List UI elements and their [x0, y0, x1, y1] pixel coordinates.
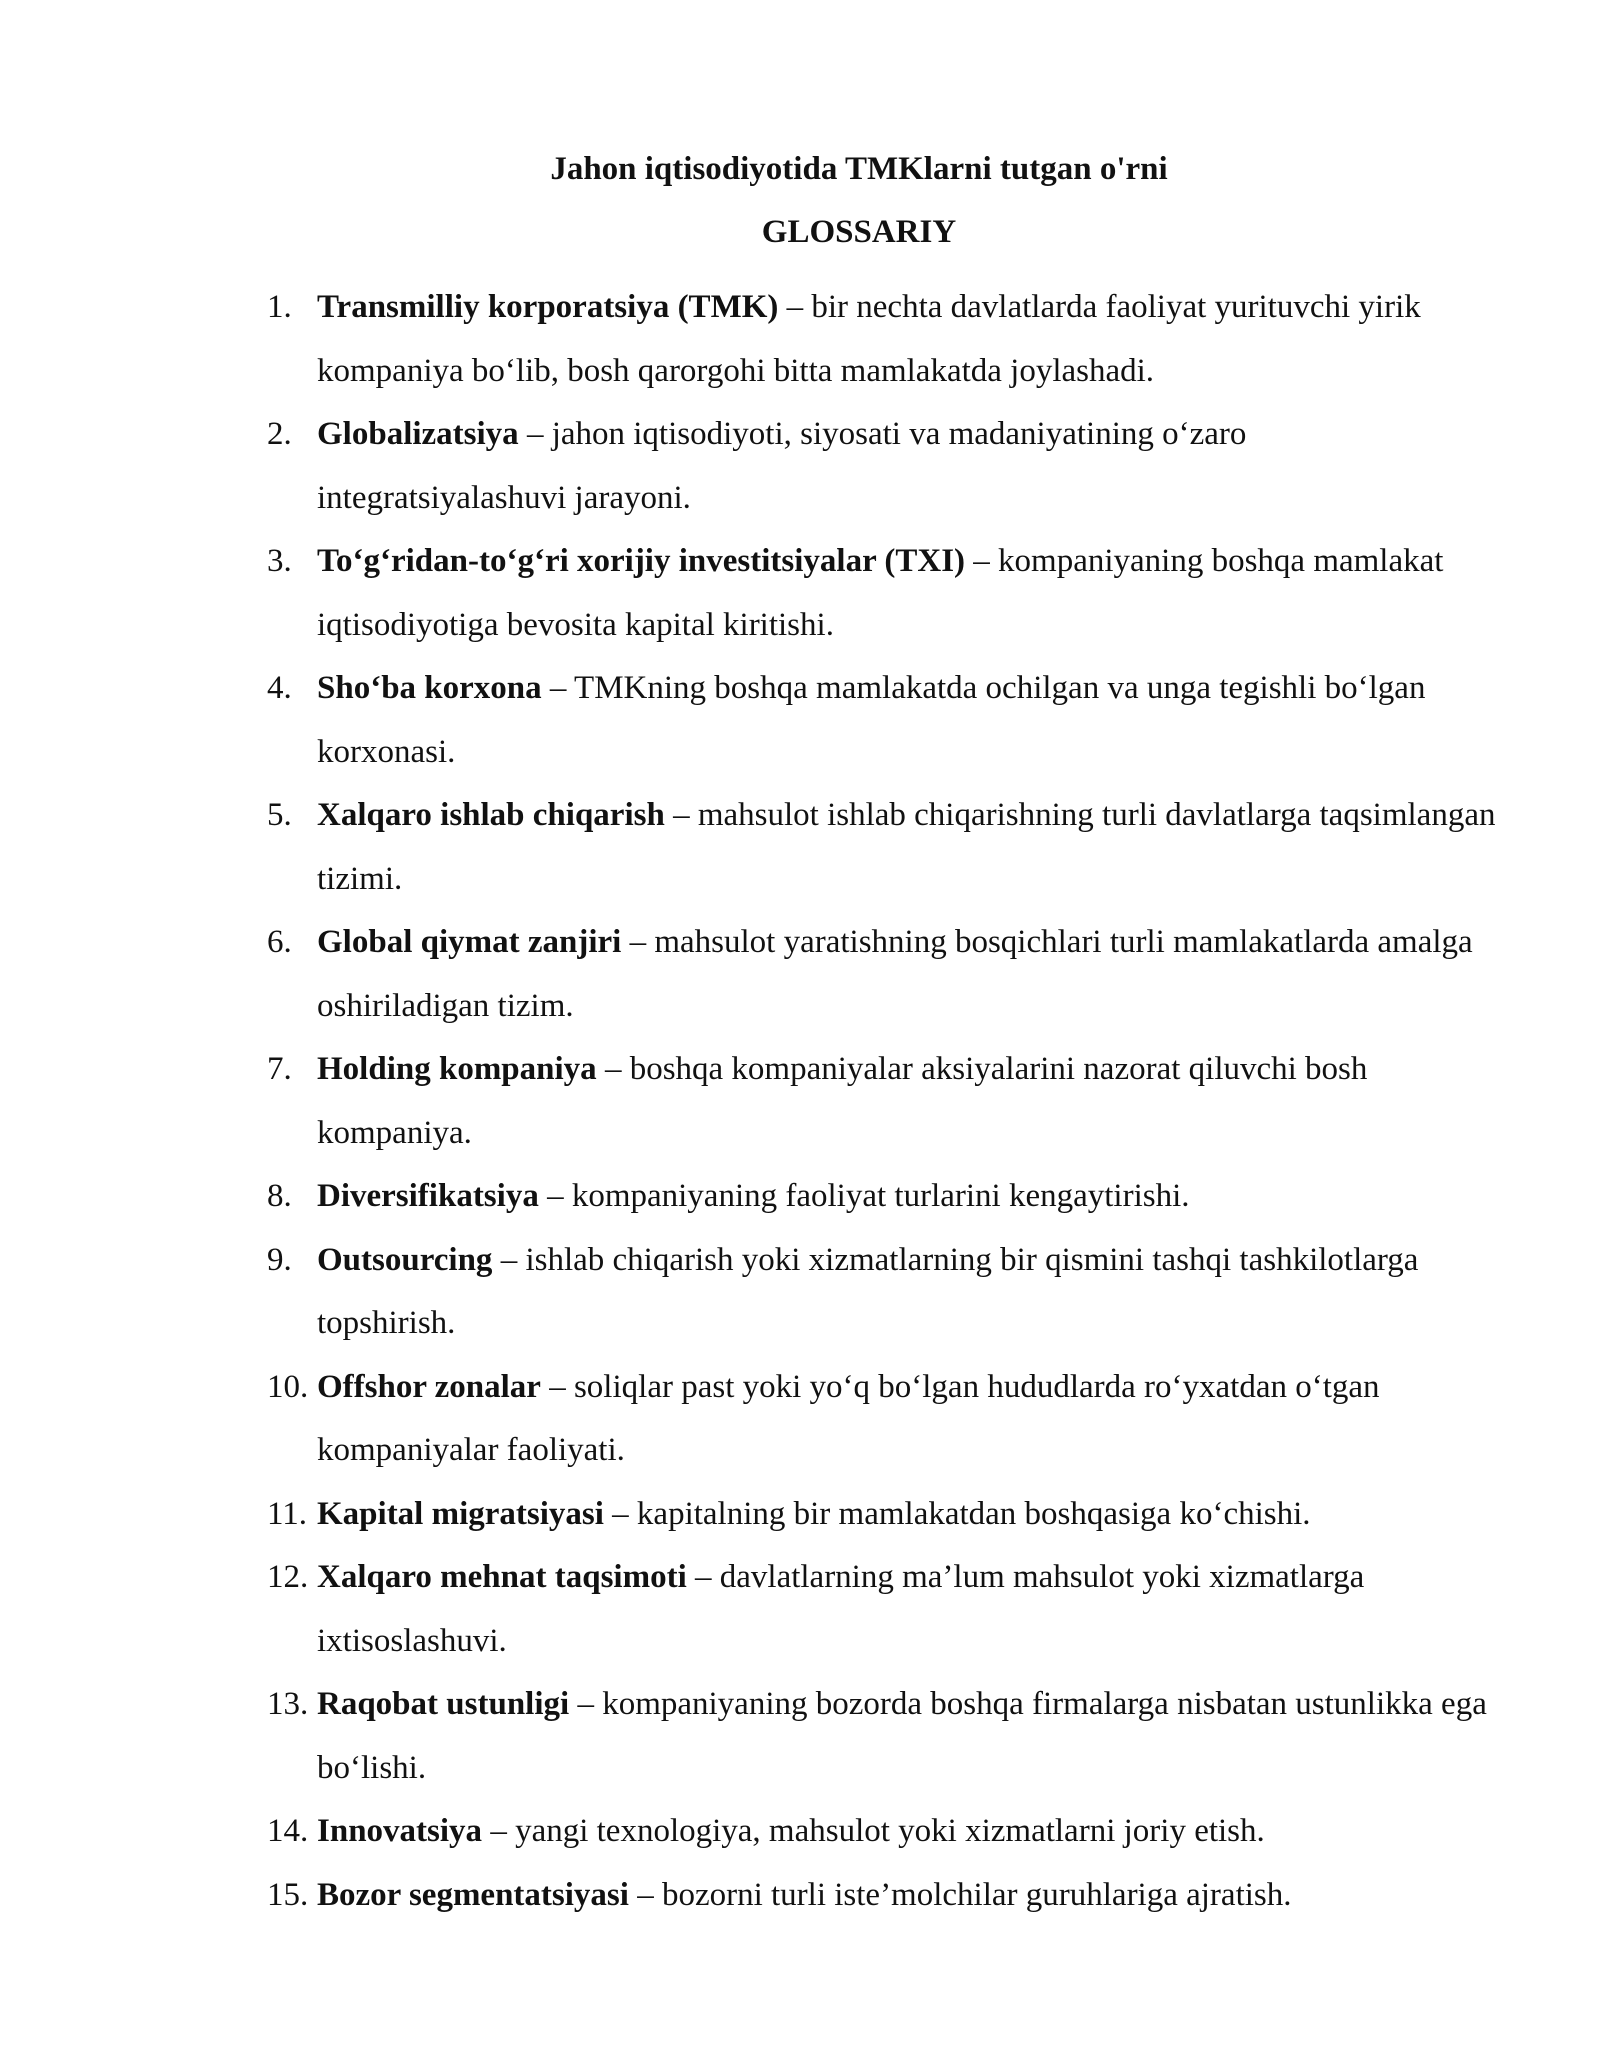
glossary-term: Xalqaro ishlab chiqarish — [317, 797, 665, 833]
glossary-term: Outsourcing — [317, 1241, 493, 1278]
item-number: 9. — [267, 1241, 292, 1278]
glossary-definition: – bir nechta davlatlarda faoliyat yurituvchi yirik kompaniya bo‘lib, bosh qarorgohi bitta mamlakatda joylashadi. — [317, 289, 1421, 389]
glossary-term: Global qiymat zanjiri — [317, 924, 622, 960]
glossary-term: Bozor segmentatsiyasi — [317, 1876, 629, 1913]
glossary-term: Globalizatsiya — [317, 416, 519, 452]
glossary-item — [0, 911, 1497, 1038]
glossary-item — [0, 784, 1497, 911]
glossary-term: Xalqaro mehnat taqsimoti — [317, 1559, 687, 1595]
glossary-term: Holding kompaniya — [317, 1051, 597, 1087]
glossary-definition: – kompaniyaning faoliyat turlarini kengaytirishi. — [538, 1178, 1190, 1214]
item-number: 3. — [267, 543, 292, 579]
glossary-definition: – kapitalning bir mamlakatdan boshqasiga ko‘chishi. — [603, 1495, 1311, 1532]
glossary-item — [0, 1229, 1497, 1356]
glossary-item — [0, 1038, 1497, 1165]
glossary-term: Offshor zonalar — [317, 1368, 541, 1405]
item-number: 8. — [267, 1178, 292, 1214]
glossary-term: Innovatsiya — [317, 1813, 483, 1849]
glossary-item — [0, 530, 1497, 657]
item-number: 10. — [267, 1368, 309, 1405]
page-title: Jahon iqtisodiyotida TMKlarni tutgan o'rni — [550, 151, 1168, 187]
glossary-term: Sho‘ba korxona — [317, 670, 542, 706]
glossary-item — [0, 1673, 1497, 1800]
glossary-item — [0, 403, 1497, 530]
item-number: 7. — [267, 1051, 292, 1087]
page-subtitle: GLOSSARIY — [761, 214, 957, 250]
glossary-term: Raqobat ustunligi — [317, 1686, 570, 1722]
glossary-item — [0, 1864, 1497, 1928]
glossary-definition: – ishlab chiqarish yoki xizmatlarning bir qismini tashqi tashkilotlarga topshirish. — [317, 1241, 1419, 1341]
glossary-item — [0, 1546, 1497, 1673]
glossary-definition: – mahsulot yaratishning bosqichlari turli mamlakatlarda amalga oshiriladigan tizim. — [317, 924, 1473, 1024]
item-number: 14. — [267, 1813, 309, 1849]
glossary-definition: – kompaniyaning bozorda boshqa firmalarga nisbatan ustunlikka ega bo‘lishi. — [317, 1686, 1487, 1786]
glossary-definition: – yangi texnologiya, mahsulot yoki xizmatlarni joriy etish. — [482, 1813, 1265, 1849]
glossary-item — [0, 1483, 1497, 1547]
glossary-term: Diversifikatsiya — [317, 1178, 539, 1214]
glossary-definition: – davlatlarning ma’lum mahsulot yoki xizmatlarga ixtisoslashuvi. — [317, 1559, 1365, 1659]
glossary-term: To‘g‘ridan-to‘g‘ri xorijiy investitsiyalar (TXI) — [317, 543, 966, 579]
item-number: 6. — [267, 924, 292, 960]
item-number: 11. — [267, 1495, 308, 1532]
item-number: 12. — [267, 1559, 309, 1595]
item-number: 13. — [267, 1686, 309, 1722]
glossary-item — [0, 1165, 1497, 1229]
glossary-definition: – jahon iqtisodiyoti, siyosati va madaniyatining o‘zaro integratsiyalashuvi jarayoni. — [317, 416, 1247, 516]
glossary-item — [0, 1800, 1497, 1864]
glossary-item — [0, 276, 1497, 403]
glossary-list — [0, 276, 1600, 1927]
glossary-definition: – boshqa kompaniyalar aksiyalarini nazorat qiluvchi bosh kompaniya. — [317, 1051, 1368, 1151]
item-number: 4. — [267, 670, 292, 706]
glossary-definition: – soliqlar past yoki yo‘q bo‘lgan hududlarda ro‘yxatdan o‘tgan kompaniyalar faoliyati. — [317, 1368, 1380, 1468]
item-number: 15. — [267, 1876, 309, 1913]
glossary-term: Kapital migratsiyasi — [317, 1495, 604, 1532]
item-number: 2. — [267, 416, 292, 452]
glossary-item — [0, 657, 1497, 784]
glossary-definition: – kompaniyaning boshqa mamlakat iqtisodiyotiga bevosita kapital kiritishi. — [317, 543, 1444, 643]
glossary-definition: – TMKning boshqa mamlakatda ochilgan va unga tegishli bo‘lgan korxonasi. — [317, 670, 1426, 770]
glossary-definition: – mahsulot ishlab chiqarishning turli davlatlarga taqsimlangan tizimi. — [317, 797, 1496, 897]
glossary-definition: – bozorni turli iste’molchilar guruhlariga ajratish. — [628, 1876, 1292, 1913]
glossary-term: Transmilliy korporatsiya (TMK) — [317, 289, 779, 325]
item-number: 5. — [267, 797, 292, 833]
glossary-item — [0, 1356, 1497, 1483]
item-number: 1. — [267, 289, 292, 325]
